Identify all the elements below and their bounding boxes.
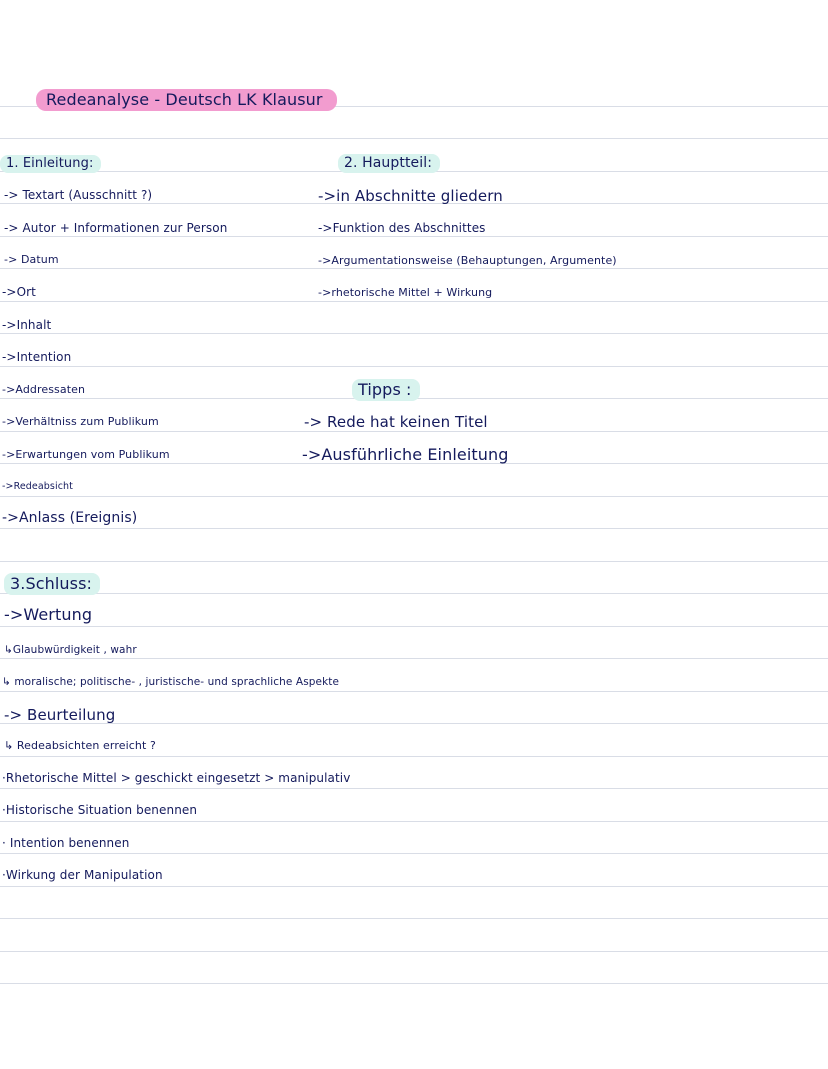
list-item: ->Redeabsicht [2,481,73,492]
list-item: ->in Abschnitte gliedern [318,187,503,205]
list-item: ↳ Redeabsichten erreicht ? [4,739,156,752]
list-item: ->Addressaten [2,383,86,396]
hauptteil-heading [338,155,440,171]
list-item: -> Autor + Informationen zur Person [4,221,228,235]
list-item: ->Funktion des Abschnittes [318,221,486,235]
list-item: ->Erwartungen vom Publikum [2,448,170,461]
einleitung-heading-text: 1. Einleitung: [0,155,101,173]
list-item: ->Intention [2,350,72,364]
list-item: ·Wirkung der Manipulation [2,868,163,882]
list-item: -> Textart (Ausschnitt ?) [4,188,153,202]
list-item: -> Rede hat keinen Titel [304,413,488,431]
schluss-heading-text: 3.Schluss: [4,573,100,595]
list-item: · Intention benennen [2,836,130,850]
list-item: ->Verhältniss zum Publikum [2,415,159,428]
list-item: ->Wertung [4,605,93,624]
list-item: ↳Glaubwürdigkeit , wahr [4,644,137,656]
page-title-text: Redeanalyse - Deutsch LK Klausur [36,89,337,111]
list-item: ↳ moralische; politische- , juristische- und sprachliche Aspekte [2,676,340,688]
schluss-heading [4,574,100,593]
list-item: ->Argumentationsweise (Behauptungen, Argumente) [318,254,617,267]
list-item: ->Ort [2,285,36,299]
list-item: -> Datum [4,253,59,266]
einleitung-heading [0,156,101,171]
list-item: ->rhetorische Mittel + Wirkung [318,286,493,299]
list-item: ->Inhalt [2,318,52,332]
list-item: ·Historische Situation benennen [2,803,198,817]
list-item: ->Ausführliche Einleitung [302,445,509,464]
page-title [36,90,337,109]
tipps-heading-text: Tipps : [352,379,420,401]
hauptteil-heading-text: 2. Hauptteil: [338,154,440,173]
list-item: -> Beurteilung [4,706,116,724]
tipps-heading [352,380,420,399]
list-item: ·Rhetorische Mittel > geschickt eingesetzt > manipulativ [2,771,351,785]
list-item: ->Anlass (Ereignis) [2,510,138,526]
